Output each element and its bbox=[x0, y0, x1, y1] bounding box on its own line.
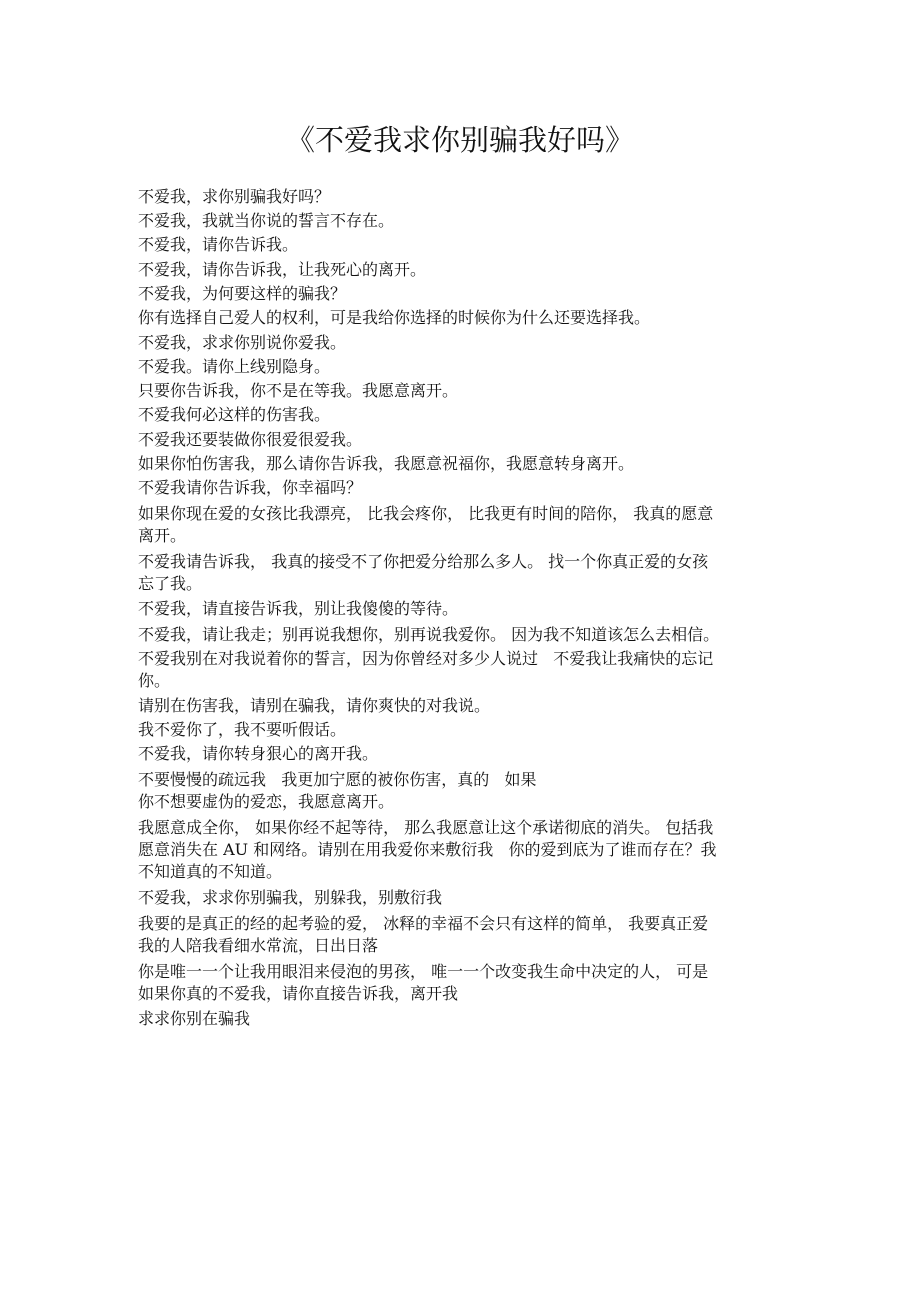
paragraph-line: 不要慢慢的疏远我 我更加宁愿的被你伤害，真的 如果 bbox=[138, 770, 537, 789]
paragraph bbox=[138, 743, 778, 765]
paragraph-line: 我的人陪我看细水常流，日出日落 bbox=[138, 936, 379, 955]
paragraph-line: 不爱我，请直接告诉我，别让我傻傻的等待。 bbox=[138, 599, 459, 618]
paragraph bbox=[138, 259, 778, 281]
paragraph-line: 不爱我，求你别骗我好吗？ bbox=[138, 187, 331, 206]
paragraph-line: 不爱我还要装做你很爱很爱我。 bbox=[138, 430, 363, 449]
paragraph bbox=[138, 1008, 778, 1030]
paragraph-line: 不知道真的不知道。 bbox=[138, 862, 283, 881]
paragraph-line: 不爱我，我就当你说的誓言不存在。 bbox=[138, 211, 395, 230]
paragraph bbox=[138, 453, 778, 475]
paragraph bbox=[138, 307, 778, 329]
paragraph bbox=[138, 769, 778, 813]
paragraph bbox=[138, 234, 778, 256]
paragraph-line: 我愿意成全你， 如果你经不起等待， 那么我愿意让这个承诺彻底的消失。 包括我 bbox=[138, 818, 714, 837]
paragraph bbox=[138, 695, 778, 717]
paragraph-line: 不爱我别在对我说着你的誓言，因为你曾经对多少人说过 不爱我让我痛快的忘记 bbox=[138, 649, 714, 668]
paragraph-line: 不爱我，请你告诉我。 bbox=[138, 235, 299, 254]
paragraph-line: 不爱我，请你告诉我，让我死心的离开。 bbox=[138, 260, 427, 279]
paragraph-line: 愿意消失在 AU 和网络。请别在用我爱你来敷衍我 你的爱到底为了谁而存在？我 bbox=[138, 840, 717, 859]
paragraph bbox=[138, 477, 778, 499]
paragraph bbox=[138, 887, 778, 909]
paragraph-line: 离开。 bbox=[138, 526, 187, 545]
paragraph-line: 如果你现在爱的女孩比我漂亮， 比我会疼你， 比我更有时间的陪你， 我真的愿意 bbox=[138, 504, 714, 523]
paragraph bbox=[138, 719, 778, 741]
paragraph bbox=[138, 356, 778, 378]
paragraph bbox=[138, 429, 778, 451]
paragraph bbox=[138, 598, 778, 620]
paragraph bbox=[138, 624, 778, 646]
document-title: 《不爱我求你别骗我好吗》 bbox=[285, 123, 634, 157]
paragraph-line: 求求你别在骗我 bbox=[138, 1009, 251, 1028]
paragraph-line: 如果你怕伤害我，那么请你告诉我，我愿意祝福你，我愿意转身离开。 bbox=[138, 454, 635, 473]
paragraph bbox=[138, 332, 778, 354]
paragraph-line: 我要的是真正的经的起考验的爱， 冰释的幸福不会只有这样的简单， 我要真正爱 bbox=[138, 914, 709, 933]
paragraph-line: 不爱我，请让我走；别再说我想你，别再说我爱你。 因为我不知道该怎么去相信。 bbox=[138, 625, 720, 644]
paragraph-line: 不爱我请你告诉我，你幸福吗？ bbox=[138, 478, 363, 497]
paragraph-line: 只要你告诉我，你不是在等我。我愿意离开。 bbox=[138, 381, 459, 400]
paragraph-line: 不爱我。请你上线别隐身。 bbox=[138, 357, 331, 376]
paragraph-line: 不爱我，求求你别骗我，别躲我，别敷衍我 bbox=[138, 888, 443, 907]
paragraph-line: 不爱我，为何要这样的骗我？ bbox=[138, 284, 347, 303]
paragraph bbox=[138, 961, 778, 1005]
paragraph-line: 如果你真的不爱我，请你直接告诉我，离开我 bbox=[138, 984, 459, 1003]
paragraph-line: 忘了我。 bbox=[138, 574, 203, 593]
paragraph-line: 你不想要虚伪的爱恋，我愿意离开。 bbox=[138, 792, 395, 811]
paragraph bbox=[138, 503, 778, 547]
paragraph-line: 不爱我，求求你别说你爱我。 bbox=[138, 333, 347, 352]
paragraph-line: 我不爱你了，我不要听假话。 bbox=[138, 720, 347, 739]
paragraph bbox=[138, 404, 778, 426]
paragraph-line: 不爱我何必这样的伤害我。 bbox=[138, 405, 331, 424]
paragraph-line: 不爱我请告诉我， 我真的接受不了你把爱分给那么多人。 找一个你真正爱的女孩 bbox=[138, 552, 709, 571]
paragraph bbox=[138, 380, 778, 402]
paragraph-line: 请别在伤害我，请别在骗我，请你爽快的对我说。 bbox=[138, 696, 491, 715]
paragraph bbox=[138, 283, 778, 305]
paragraph bbox=[138, 648, 778, 692]
paragraph bbox=[138, 186, 778, 208]
paragraph-line: 你。 bbox=[138, 671, 171, 690]
paragraph bbox=[138, 817, 778, 883]
paragraph bbox=[138, 210, 778, 232]
paragraph bbox=[138, 913, 778, 957]
paragraph-line: 你有选择自己爱人的权利，可是我给你选择的时候你为什么还要选择我。 bbox=[138, 308, 651, 327]
paragraph-line: 你是唯一一个让我用眼泪来侵泡的男孩， 唯一一个改变我生命中决定的人， 可是 bbox=[138, 962, 709, 981]
paragraph bbox=[138, 551, 778, 595]
paragraph-line: 不爱我，请你转身狠心的离开我。 bbox=[138, 744, 379, 763]
